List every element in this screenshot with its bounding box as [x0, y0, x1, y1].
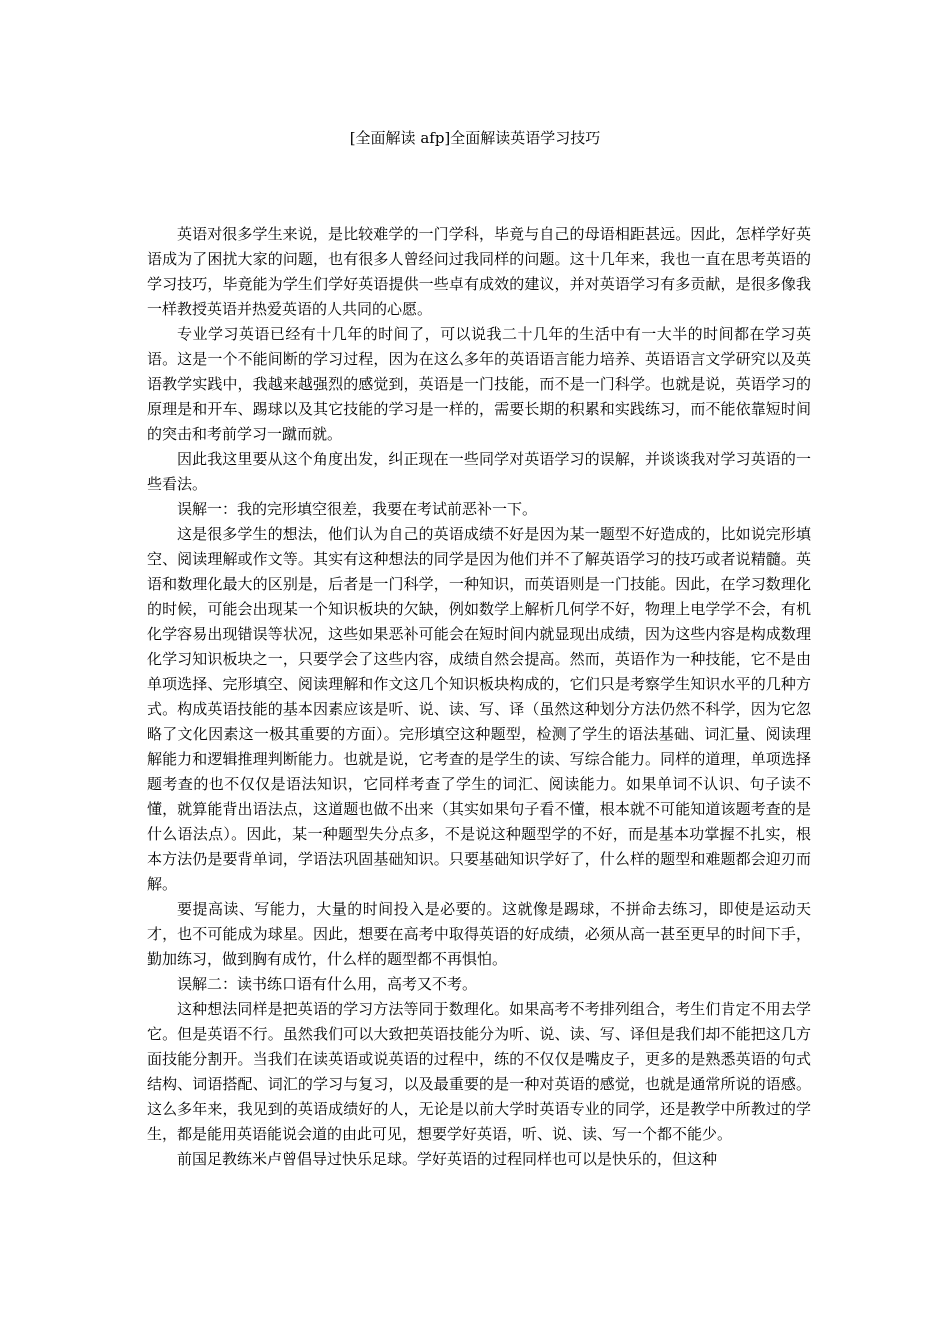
paragraph: 要提高读、写能力，大量的时间投入是必要的。这就像是踢球，不拼命去练习，即使是运动天才，也不可能成为球星。因此，想要在高考中取得英语的好成绩，必须从高一甚至更早的时间下手，勤加练习，做到胸有成竹，什么样的题型都不再惧怕。 [147, 900, 811, 968]
document-body [147, 222, 811, 1172]
paragraph: 因此我这里要从这个角度出发，纠正现在一些同学对英语学习的误解，并谈谈我对学习英语的一些看法。 [147, 450, 811, 493]
document-title: [全面解读 afp]全面解读英语学习技巧 [349, 129, 601, 147]
paragraph: 这是很多学生的想法，他们认为自己的英语成绩不好是因为某一题型不好造成的，比如说完形填空、阅读理解或作文等。其实有这种想法的同学是因为他们并不了解英语学习的技巧或者说精髓。英语和数理化最大的区别是，后者是一门科学，一种知识，而英语则是一门技能。因此，在学习数理化的时候，可能会出现某一个知识板块的欠缺，例如数学上解析几何学不好，物理上电学学不会，有机化学容易出现错误等状况，这些如果恶补可能会在短时间内就显现出成绩，因为这些内容是构成数理化学习知识板块之一，只要学会了这些内容，成绩自然会提高。然而，英语作为一种技能，它不是由单项选择、完形填空、阅读理解和作文这几个知识板块构成的，它们只是考察学生知识水平的几种方式。构成英语技能的基本因素应该是听、说、读、写、译（虽然这种划分方法仍然不科学，因为它忽略了文化因素这一极其重要的方面）。完形填空这种题型，检测了学生的语法基础、词汇量、阅读理解能力和逻辑推理判断能力。也就是说，它考查的是学生的读、写综合能力。同样的道理，单项选择题考查的也不仅仅是语法知识，它同样考查了学生的词汇、阅读能力。如果单词不认识、句子读不懂，就算能背出语法点，这道题也做不出来（其实如果句子看不懂，根本就不可能知道该题考查的是什么语法点）。因此，某一种题型失分点多，不是说这种题型学的不好，而是基本功掌握不扎实，根本方法仍是要背单词，学语法巩固基础知识。只要基础知识学好了，什么样的题型和难题都会迎刃而解。 [147, 525, 811, 893]
paragraph: 前国足教练米卢曾倡导过快乐足球。学好英语的过程同样也可以是快乐的，但这种 [177, 1150, 718, 1168]
paragraph: 误解二：读书练口语有什么用，高考又不考。 [177, 975, 478, 993]
paragraph: 误解一：我的完形填空很差，我要在考试前恶补一下。 [177, 500, 538, 518]
paragraph: 这种想法同样是把英语的学习方法等同于数理化。如果高考不考排列组合，考生们肯定不用去学它。但是英语不行。虽然我们可以大致把英语技能分为听、说、读、写、译但是我们却不能把这几方面技能分割开。当我们在读英语或说英语的过程中，练的不仅仅是嘴皮子，更多的是熟悉英语的句式结构、词语搭配、词汇的学习与复习，以及最重要的是一种对英语的感觉，也就是通常所说的语感。这么多年来，我见到的英语成绩好的人，无论是以前大学时英语专业的同学，还是教学中所教过的学生，都是能用英语能说会道的由此可见，想要学好英语，听、说、读、写一个都不能少。 [147, 1000, 811, 1143]
paragraph: 专业学习英语已经有十几年的时间了，可以说我二十几年的生活中有一大半的时间都在学习英语。这是一个不能间断的学习过程，因为在这么多年的英语语言能力培养、英语语言文学研究以及英语教学实践中，我越来越强烈的感觉到，英语是一门技能，而不是一门科学。也就是说，英语学习的原理是和开车、踢球以及其它技能的学习是一样的，需要长期的积累和实践练习，而不能依靠短时间的突击和考前学习一蹴而就。 [147, 325, 811, 443]
paragraph: 英语对很多学生来说，是比较难学的一门学科，毕竟与自己的母语相距甚远。因此，怎样学好英语成为了困扰大家的问题，也有很多人曾经问过我同样的问题。这十几年来，我也一直在思考英语的学习技巧，毕竟能为学生们学好英语提供一些卓有成效的建议，并对英语学习有多贡献，是很多像我一样教授英语并热爱英语的人共同的心愿。 [147, 225, 811, 318]
